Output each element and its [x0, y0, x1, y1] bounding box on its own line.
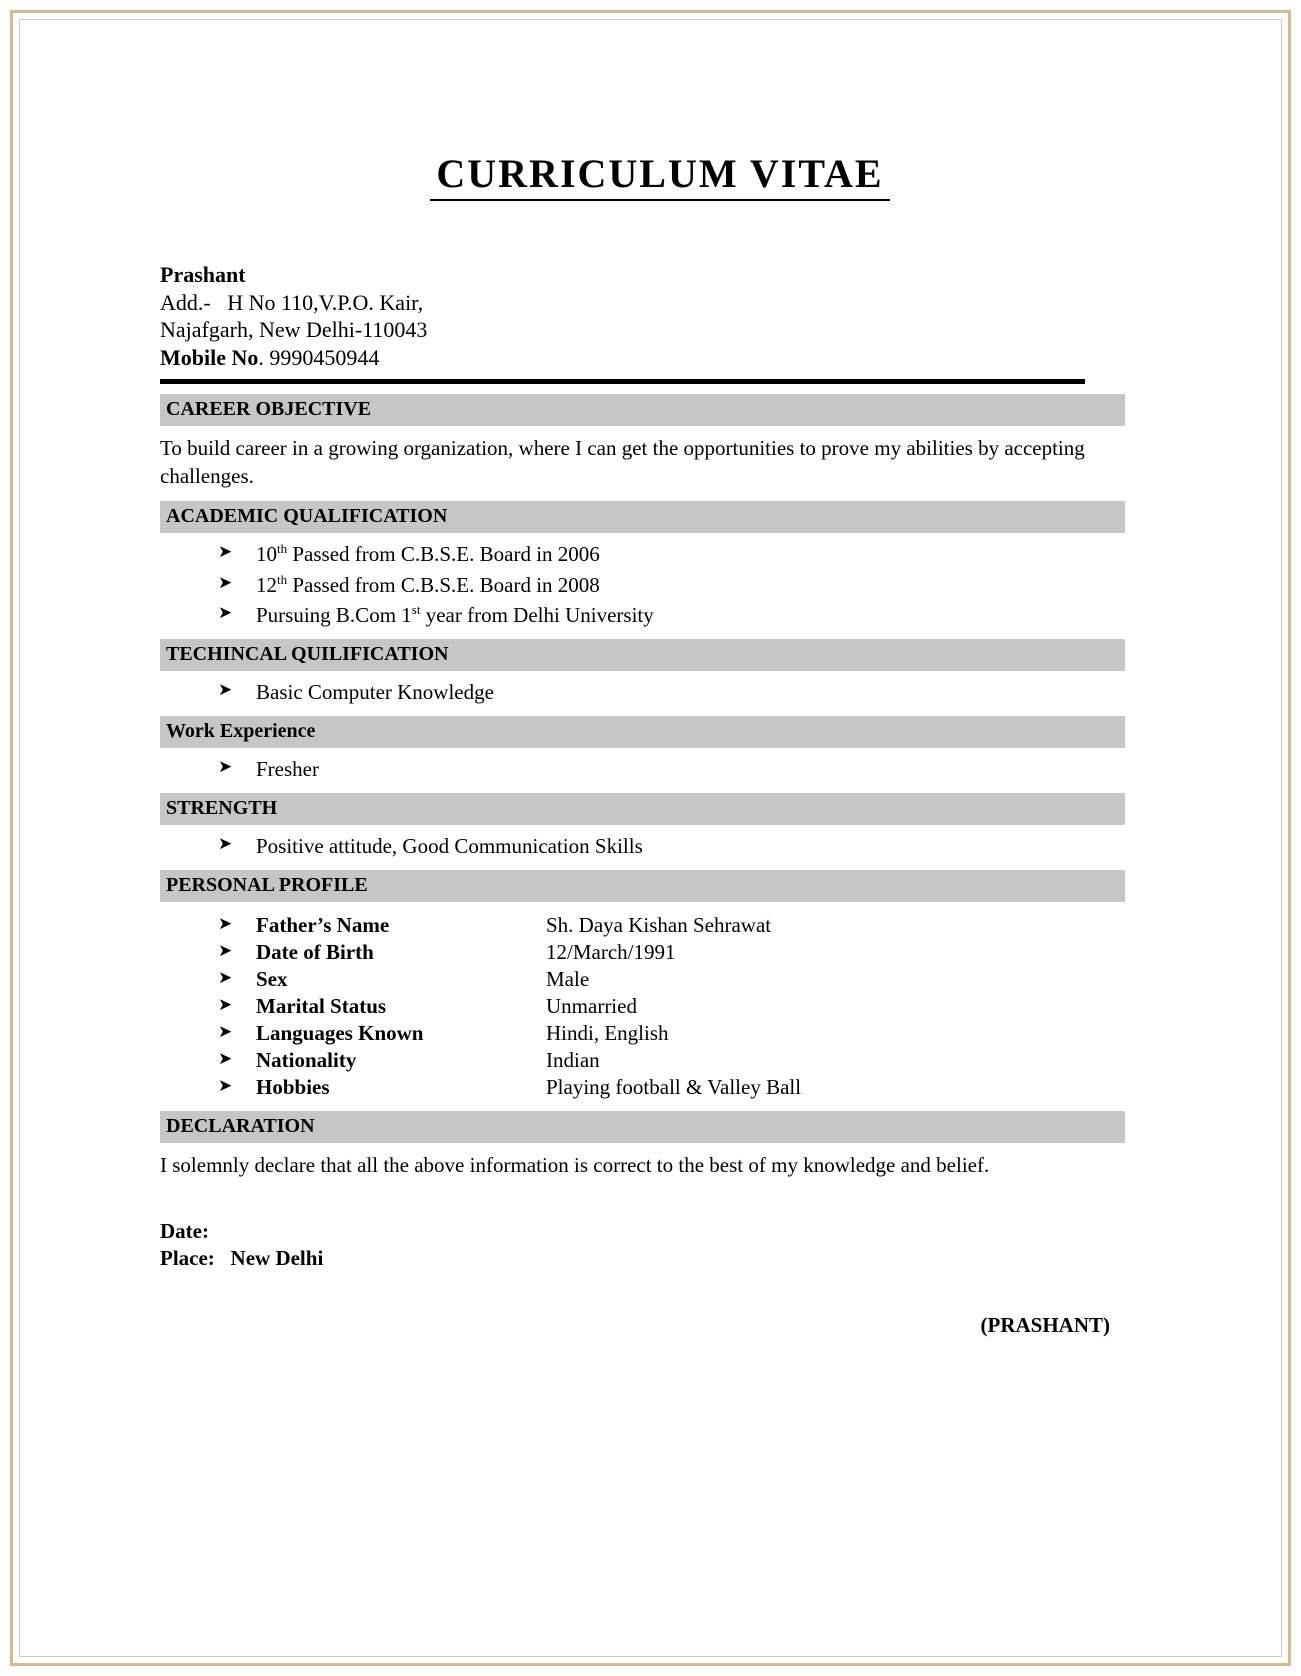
profile-value: Hindi, English — [546, 1020, 669, 1045]
profile-key: ➤ Date of Birth — [218, 939, 546, 966]
item-post: Passed from C.B.S.E. Board in 2006 — [287, 541, 600, 566]
profile-value: Indian — [546, 1047, 600, 1072]
date-line: Date: — [160, 1218, 209, 1243]
profile-key: ➤ Hobbies — [218, 1074, 546, 1101]
academic-qualification-list — [160, 541, 1160, 630]
footer-block — [160, 1218, 1160, 1273]
place-line — [160, 1245, 1160, 1272]
table-row — [218, 939, 801, 966]
strength-list — [160, 833, 1160, 860]
item-sup: th — [277, 571, 288, 587]
profile-key: ➤ Nationality — [218, 1047, 546, 1074]
profile-key: ➤ Father’s Name — [218, 912, 546, 939]
profile-value: Playing football & Valley Ball — [546, 1074, 802, 1099]
work-experience-list — [160, 756, 1160, 783]
address-line-1 — [160, 289, 1160, 317]
table-row — [218, 1047, 801, 1074]
item-sup: st — [411, 602, 421, 618]
list-item — [218, 541, 1160, 568]
section-heading-declaration: DECLARATION — [160, 1111, 1125, 1143]
technical-qualification-list — [160, 679, 1160, 706]
signature-name: (PRASHANT) — [980, 1312, 1110, 1337]
table-row — [218, 993, 801, 1020]
profile-value: Unmarried — [546, 993, 637, 1018]
table-row — [218, 1074, 801, 1101]
place-value: New Delhi — [230, 1246, 324, 1271]
list-item: ➤ Basic Computer Knowledge — [218, 679, 1160, 706]
address-line-2: Najafgarh, New Delhi-110043 — [160, 317, 428, 342]
list-item: ➤ Fresher — [218, 756, 1160, 783]
table-row — [218, 966, 801, 993]
page-title — [160, 150, 1160, 203]
candidate-name: Prashant — [160, 262, 246, 287]
list-item — [218, 572, 1160, 599]
profile-key: ➤ Sex — [218, 966, 546, 993]
profile-value: Male — [546, 966, 590, 991]
table-row — [218, 912, 801, 939]
page-border — [10, 10, 1291, 1666]
item-pre: 12 — [256, 572, 277, 597]
section-heading-technical-qualification: TECHINCAL QUILIFICATION — [160, 639, 1125, 671]
declaration-text: I solemnly declare that all the above information is correct to the best of my knowledge and belief. — [160, 1152, 990, 1177]
place-label: Place: — [160, 1246, 215, 1271]
item-post: year from Delhi University — [420, 603, 654, 628]
item-pre: 10 — [256, 541, 277, 566]
table-row — [218, 1020, 801, 1047]
personal-profile-table — [218, 912, 801, 1101]
profile-key: ➤ Languages Known — [218, 1020, 546, 1047]
profile-key: ➤ Marital Status — [218, 993, 546, 1020]
page-title-text: CURRICULUM VITAE — [430, 150, 889, 201]
section-heading-academic-qualification: ACADEMIC QUALIFICATION — [160, 501, 1125, 533]
address-value-1: H No 110,V.P.O. Kair, — [227, 289, 424, 315]
resume-document — [160, 150, 1160, 1338]
section-heading-work-experience: Work Experience — [160, 716, 1125, 748]
mobile-line — [160, 344, 1160, 372]
header-divider — [160, 379, 1085, 384]
profile-value: 12/March/1991 — [546, 939, 676, 964]
section-heading-career-objective: CAREER OBJECTIVE — [160, 394, 1125, 426]
item-pre: Pursuing B.Com 1 — [256, 603, 412, 628]
career-objective-text: To build career in a growing organization, where I can get the opportunities to prove my abilities by accepting challenges. — [160, 436, 1085, 489]
item-post: Passed from C.B.S.E. Board in 2008 — [287, 572, 600, 597]
page-content-area — [19, 19, 1282, 1657]
list-item — [218, 602, 1160, 629]
section-heading-personal-profile: PERSONAL PROFILE — [160, 870, 1125, 902]
item-sup: th — [277, 540, 288, 556]
mobile-label: Mobile No — [160, 344, 259, 370]
section-heading-strength: STRENGTH — [160, 793, 1125, 825]
contact-block — [160, 261, 1160, 371]
address-label: Add.- — [160, 289, 211, 315]
profile-value: Sh. Daya Kishan Sehrawat — [546, 912, 772, 937]
mobile-value: . 9990450944 — [258, 344, 380, 370]
list-item: ➤ Positive attitude, Good Communication Skills — [218, 833, 1160, 860]
